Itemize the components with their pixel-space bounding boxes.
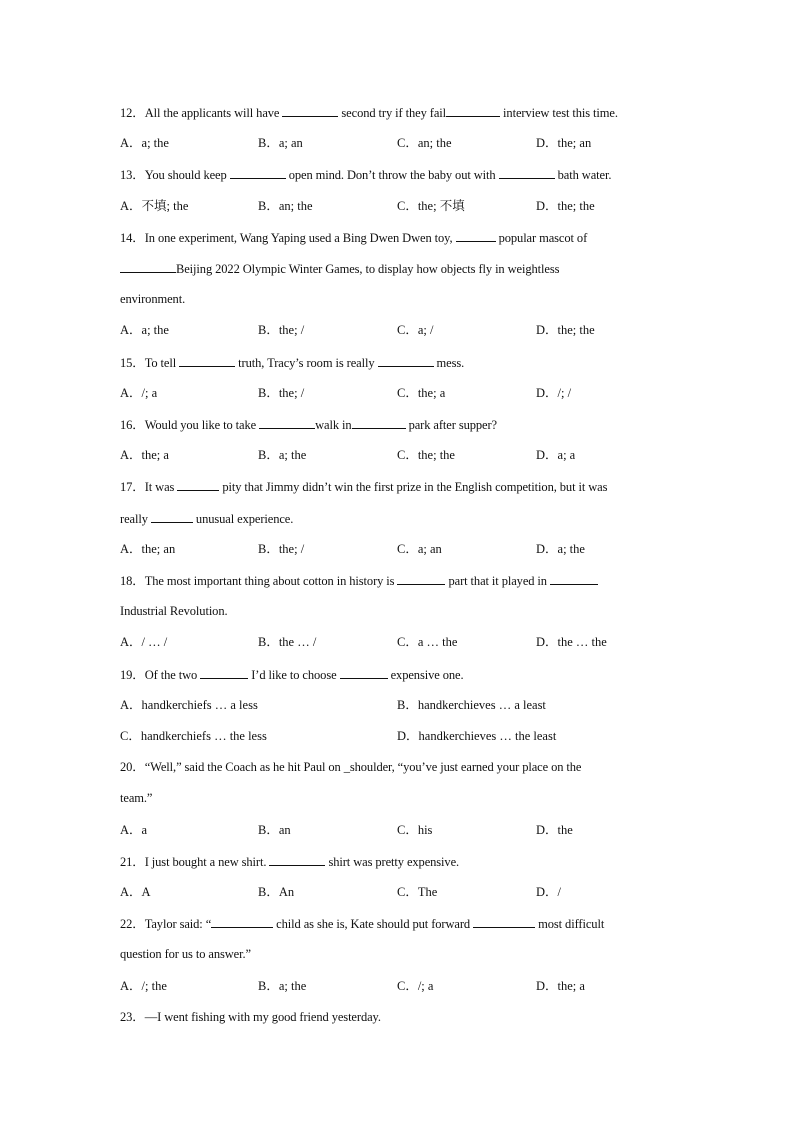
option-B: B．the … / <box>258 635 317 650</box>
answer-blank <box>151 510 193 523</box>
answer-blank <box>550 572 598 585</box>
stem-text: question for us to answer.” <box>120 947 251 962</box>
answer-blank <box>446 104 500 117</box>
question-19-stem-line <box>120 666 680 683</box>
answer-blank <box>282 104 338 117</box>
answer-blank <box>473 915 535 928</box>
option-C: C．handkerchiefs … the less <box>120 729 267 743</box>
option-C: C．an; the <box>397 136 452 151</box>
stem-text: 21．I just bought a new shirt. <box>120 854 270 869</box>
option-B: B．the; / <box>258 323 305 338</box>
stem-text: truth, Tracy’s room is really <box>235 355 378 370</box>
option-D: D．the; the <box>536 198 595 213</box>
question-16-stem-line <box>120 416 680 433</box>
stem-text: 19．Of the two <box>120 667 201 682</box>
answer-blank <box>200 666 248 679</box>
option-C: C．a; / <box>397 323 434 338</box>
stem-text: child as she is, Kate should put forward <box>273 917 474 932</box>
stem-text: interview test this time. <box>500 106 618 120</box>
option-D: D．handkerchieves … the least <box>397 729 557 743</box>
stem-text: unusual experience. <box>192 511 294 526</box>
stem-text: part that it played in <box>445 574 550 588</box>
stem-text: 13．You should keep <box>120 168 230 183</box>
question-18-stem-line <box>120 572 680 589</box>
option-C: C．the; 不填 <box>397 198 465 213</box>
stem-text: 20．“Well,” said the Coach as he hit Paul on _shoulder, “you’ve just earned your place on the <box>120 760 582 775</box>
option-A: A．the; an <box>120 541 176 556</box>
option-C: C．The <box>397 885 438 899</box>
option-C: C．a; an <box>397 541 442 556</box>
option-A: A．/ … / <box>120 635 168 650</box>
answer-blank <box>340 666 388 679</box>
option-D: D．/; / <box>536 385 572 400</box>
stem-text: Industrial Revolution. <box>120 604 228 619</box>
answer-blank <box>456 229 496 242</box>
stem-text: 22．Taylor said: “ <box>120 917 212 932</box>
stem-text: environment. <box>120 292 186 307</box>
option-B: B．an; the <box>258 198 313 213</box>
option-B: B．a; the <box>258 978 307 993</box>
stem-text: open mind. Don’t throw the baby out with <box>285 168 499 183</box>
option-D: D．the <box>536 822 573 837</box>
question-20-stem-line <box>120 790 680 806</box>
option-A: A．不填; the <box>120 198 189 213</box>
question-15-stem-line <box>120 354 680 371</box>
option-B: B．An <box>258 885 295 899</box>
option-B: B．a; the <box>258 448 307 463</box>
stem-text: Beijing 2022 Olympic Winter Games, to display how objects fly in weightless <box>176 262 560 276</box>
answer-blank <box>179 354 235 367</box>
option-A: A．/; the <box>120 978 167 993</box>
question-12-stem-line <box>120 104 680 121</box>
option-C: C．the; the <box>397 448 455 463</box>
stem-text: expensive one. <box>387 667 464 682</box>
option-B: B．a; an <box>258 136 303 151</box>
stem-text: 23．—I went fishing with my good friend yesterday. <box>120 1009 381 1024</box>
answer-blank <box>352 416 406 429</box>
question-14-stem-line <box>120 291 680 307</box>
answer-blank <box>269 853 325 866</box>
option-A: A．handkerchiefs … a less <box>120 697 258 712</box>
stem-text: mess. <box>433 355 465 370</box>
option-B: B．the; / <box>258 385 305 400</box>
question-14-stem-line <box>120 229 680 246</box>
option-D: D．the … the <box>536 635 607 650</box>
option-A: A．a; the <box>120 323 169 338</box>
stem-text: park after supper? <box>405 418 498 432</box>
answer-blank <box>378 354 434 367</box>
answer-blank <box>397 572 445 585</box>
option-D: D．a; a <box>536 448 576 463</box>
stem-text: I’d like to choose <box>248 667 340 682</box>
stem-text: most difficult <box>535 917 605 932</box>
question-22-stem-line <box>120 915 680 932</box>
option-D: D．the; an <box>536 136 592 151</box>
option-B: B．handkerchieves … a least <box>397 697 546 712</box>
option-B: B．the; / <box>258 541 305 556</box>
stem-text: really <box>120 511 151 526</box>
answer-blank <box>120 260 176 273</box>
option-D: D．a; the <box>536 541 585 556</box>
question-23-stem-line <box>120 1009 680 1025</box>
question-13-stem-line <box>120 166 680 183</box>
option-D: D．the; a <box>536 978 585 993</box>
stem-text: popular mascot of <box>495 230 588 245</box>
stem-text: shirt was pretty expensive. <box>325 854 460 869</box>
stem-text: 17．It was <box>120 480 178 495</box>
answer-blank <box>211 915 273 928</box>
option-B: B．an <box>258 822 291 837</box>
option-A: A．the; a <box>120 448 169 463</box>
stem-text: 15．To tell <box>120 355 180 370</box>
stem-text: second try if they fail <box>338 106 447 120</box>
answer-blank <box>177 478 219 491</box>
question-20-stem-line <box>120 759 680 775</box>
option-A: A．a <box>120 822 148 837</box>
option-A: A．a; the <box>120 136 169 151</box>
answer-blank <box>259 416 315 429</box>
stem-text: bath water. <box>554 168 612 183</box>
option-C: C．the; a <box>397 385 446 400</box>
stem-text: 18．The most important thing about cotton in history is <box>120 574 398 588</box>
question-14-stem-line <box>120 260 680 277</box>
question-17-stem-line <box>120 510 680 527</box>
question-22-stem-line <box>120 946 680 962</box>
stem-text: 12．All the applicants will have <box>120 106 283 120</box>
stem-text: 16．Would you like to take <box>120 418 260 432</box>
question-17-stem-line <box>120 478 680 495</box>
option-C: C．/; a <box>397 978 434 993</box>
stem-text: 14．In one experiment, Wang Yaping used a Bing Dwen Dwen toy, <box>120 230 456 245</box>
stem-text: pity that Jimmy didn’t win the first prize in the English competition, but it was <box>219 480 608 495</box>
option-A: A．/; a <box>120 385 158 400</box>
question-18-stem-line <box>120 603 680 619</box>
answer-blank <box>230 166 286 179</box>
option-C: C．his <box>397 822 433 837</box>
option-C: C．a … the <box>397 635 458 650</box>
stem-text: team.” <box>120 791 153 806</box>
answer-blank <box>499 166 555 179</box>
option-A: A．A <box>120 885 151 899</box>
option-D: D．/ <box>536 885 562 899</box>
stem-text: walk in <box>315 418 352 432</box>
question-21-stem-line <box>120 853 680 870</box>
option-D: D．the; the <box>536 323 595 338</box>
